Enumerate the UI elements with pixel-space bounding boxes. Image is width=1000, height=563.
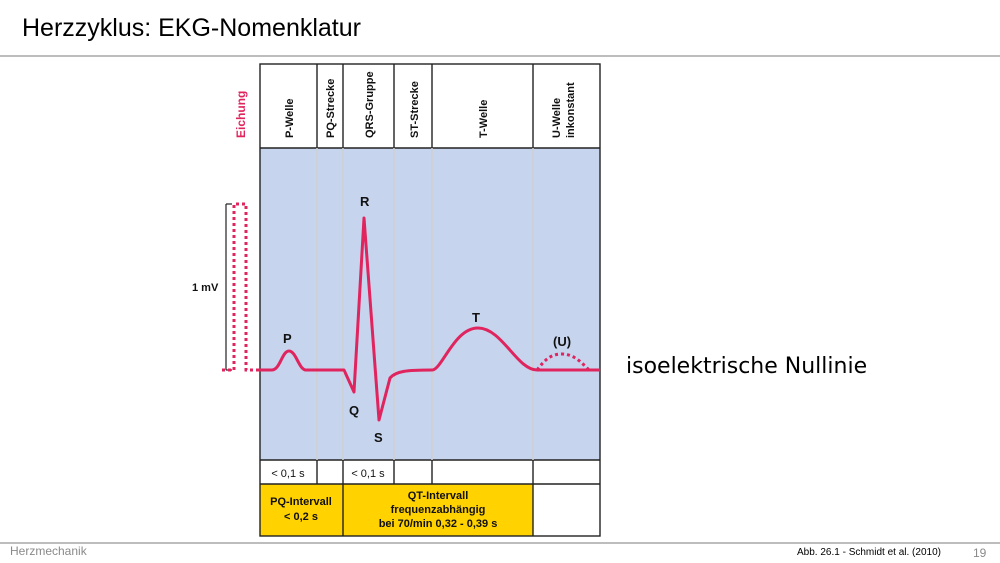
header-st-strecke: ST-Strecke xyxy=(409,81,421,138)
ecg-diagram xyxy=(192,58,608,542)
header-u-welle: U-Welle xyxy=(551,97,563,138)
header-t-welle: T-Welle xyxy=(478,99,490,138)
page-number: 19 xyxy=(973,546,987,560)
header-inkonstant: inkonstant xyxy=(565,82,577,138)
label-p: P xyxy=(283,331,292,346)
header-qrs-gruppe: QRS-Gruppe xyxy=(364,71,376,138)
label-t: T xyxy=(472,310,480,325)
calibration-pulse xyxy=(222,204,260,370)
label-r: R xyxy=(360,194,370,209)
pq-interval-value: < 0,2 s xyxy=(284,511,318,523)
title-divider xyxy=(0,55,1000,57)
slide-title: Herzzyklus: EKG-Nomenklatur xyxy=(22,14,361,42)
pq-interval-box xyxy=(260,484,343,536)
footer-divider xyxy=(0,542,1000,544)
p-duration: < 0,1 s xyxy=(271,468,305,480)
label-u: (U) xyxy=(553,334,572,349)
wave-panel xyxy=(260,148,600,460)
label-s: S xyxy=(374,430,383,445)
footer-section-name: Herzmechanik xyxy=(10,544,87,558)
pq-interval-title: PQ-Intervall xyxy=(270,496,332,508)
calibration-label: 1 mV xyxy=(192,282,219,294)
qrs-duration: < 0,1 s xyxy=(351,468,385,480)
header-p-welle: P-Welle xyxy=(284,98,296,138)
label-q: Q xyxy=(349,403,360,418)
calibration-bracket xyxy=(226,204,232,370)
figure-source: Abb. 26.1 - Schmidt et al. (2010) xyxy=(797,547,941,558)
header-pq-strecke: PQ-Strecke xyxy=(325,78,337,138)
header-eichung: Eichung xyxy=(234,90,248,138)
qt-interval-note: frequenzabhängig xyxy=(390,504,486,516)
baseline-label: isoelektrische Nullinie xyxy=(626,354,868,379)
qt-interval-value: bei 70/min 0,32 - 0,39 s xyxy=(378,518,498,530)
qt-interval-title: QT-Intervall xyxy=(407,490,469,502)
